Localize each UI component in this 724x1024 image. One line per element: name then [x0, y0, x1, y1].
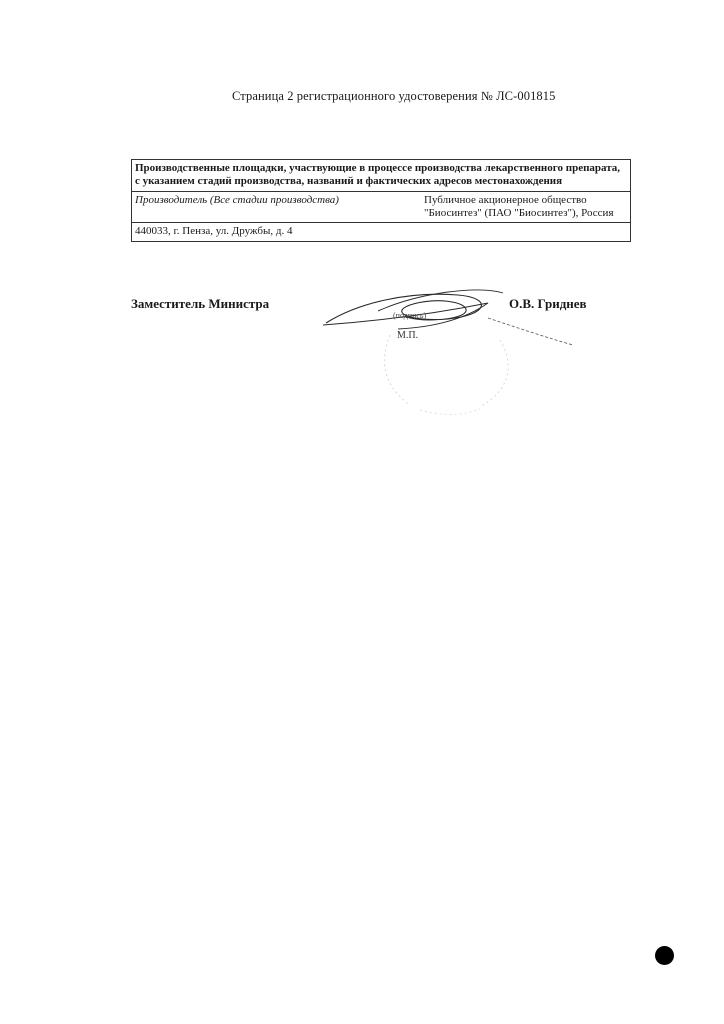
- signatory-title: Заместитель Министра: [131, 296, 270, 311]
- table-heading-row: [132, 160, 630, 192]
- seal-caption: М.П.: [397, 330, 419, 341]
- production-sites-table: [131, 159, 631, 242]
- page-header: Страница 2 регистрационного удостоверения № ЛС-001815: [232, 89, 556, 103]
- table-row: [132, 223, 630, 242]
- manufacturer-address: 440033, г. Пенза, ул. Дружбы, д. 4: [135, 225, 293, 237]
- signatory-name: О.В. Гриднев: [509, 296, 587, 311]
- signature-caption: (подпись): [393, 311, 427, 320]
- manufacturer-role: Производитель (Все стадии производства): [135, 194, 339, 206]
- company-line-1: Публичное акционерное общество: [424, 194, 587, 206]
- handwritten-signature: [318, 283, 578, 353]
- table-heading: Производственные площадки, участвующие в процессе производства лекарственного препарата, с указанием стадий производства, названий и фактических адресов местонахождения: [135, 162, 621, 187]
- company-line-2: "Биосинтез" (ПАО "Биосинтез"), Россия: [424, 207, 614, 219]
- hole-punch-mark: [655, 946, 674, 965]
- manufacturer-company: [421, 192, 630, 222]
- table-row: [132, 192, 630, 223]
